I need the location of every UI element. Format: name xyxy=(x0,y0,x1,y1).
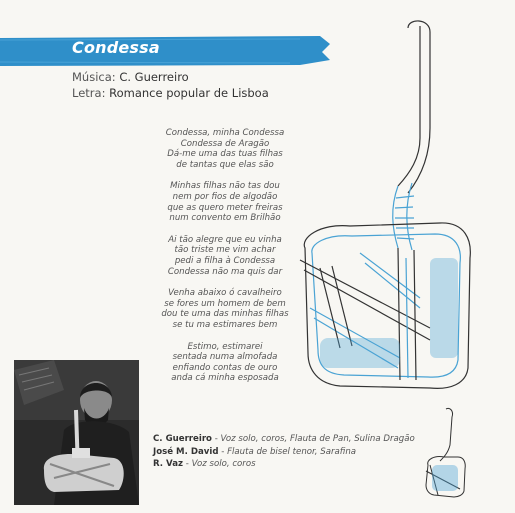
music-author: C. Guerreiro xyxy=(119,70,189,84)
performer-name: José M. David xyxy=(153,446,219,457)
poem-verse: enfiando contas de ouro xyxy=(172,362,278,373)
poem-verse: Minhas filhas não tas dou xyxy=(170,181,280,192)
poem-verse: Ai tão alegre que eu vinha xyxy=(168,234,282,245)
performer-separator: - xyxy=(185,459,189,470)
performer-name: C. Guerreiro xyxy=(153,434,212,444)
poem-verse: Condessa, minha Condessa xyxy=(165,128,285,138)
performer-separator: - xyxy=(214,434,218,444)
poem-verse: de tantas que elas são xyxy=(176,159,274,170)
small-bagpipe-illustration xyxy=(420,405,468,500)
bagpipe-illustration xyxy=(280,8,480,398)
poem-verse: dou te uma das minhas filhas xyxy=(161,309,289,320)
poem-verse: que as quero meter freiras xyxy=(167,202,283,213)
performer-name: R. Vaz xyxy=(153,459,184,470)
poem-verse: num convento em Brilhão xyxy=(169,213,281,224)
music-label: Música: xyxy=(72,70,116,84)
poem-verse: Condessa de Aragão xyxy=(180,138,270,149)
performer-row xyxy=(153,446,415,459)
poem-verse: Venha abaixo ó cavalheiro xyxy=(168,288,282,299)
performer-role: Flauta de bisel tenor, Sarafina xyxy=(227,446,357,457)
poem-verse: sentada numa almofada xyxy=(172,352,278,363)
poem-verse: anda cá minha esposada xyxy=(171,373,279,384)
poem-verse: tão triste me vim achar xyxy=(174,245,276,256)
performers-list xyxy=(153,433,415,471)
lyrics-credit xyxy=(72,86,269,100)
poem-verse: pedi a filha à Condessa xyxy=(174,255,276,266)
poem-verse: nem por fios de algodão xyxy=(172,191,278,202)
poem-verse: Dá-me uma das tuas filhas xyxy=(167,149,283,160)
performer-role: Voz solo, coros xyxy=(191,459,256,470)
song-title: Condessa xyxy=(72,38,160,57)
music-credit xyxy=(72,70,189,84)
performer-role: Voz solo, coros, Flauta de Pan, Sulina Dragão xyxy=(220,434,415,444)
poem-verse: Condessa não ma quis dar xyxy=(167,266,283,277)
lyrics-label: Letra: xyxy=(72,86,106,100)
performer-row xyxy=(153,458,415,471)
musician-photo xyxy=(14,360,139,505)
poem-verse: se fores um homem de bem xyxy=(164,298,286,309)
poem-verse: Estimo, estimarei xyxy=(187,341,263,352)
lyrics-author: Romance popular de Lisboa xyxy=(109,86,269,100)
performer-separator: - xyxy=(221,446,225,457)
performer-row xyxy=(153,433,415,446)
poem-verse: se tu ma estimares bem xyxy=(172,319,278,330)
